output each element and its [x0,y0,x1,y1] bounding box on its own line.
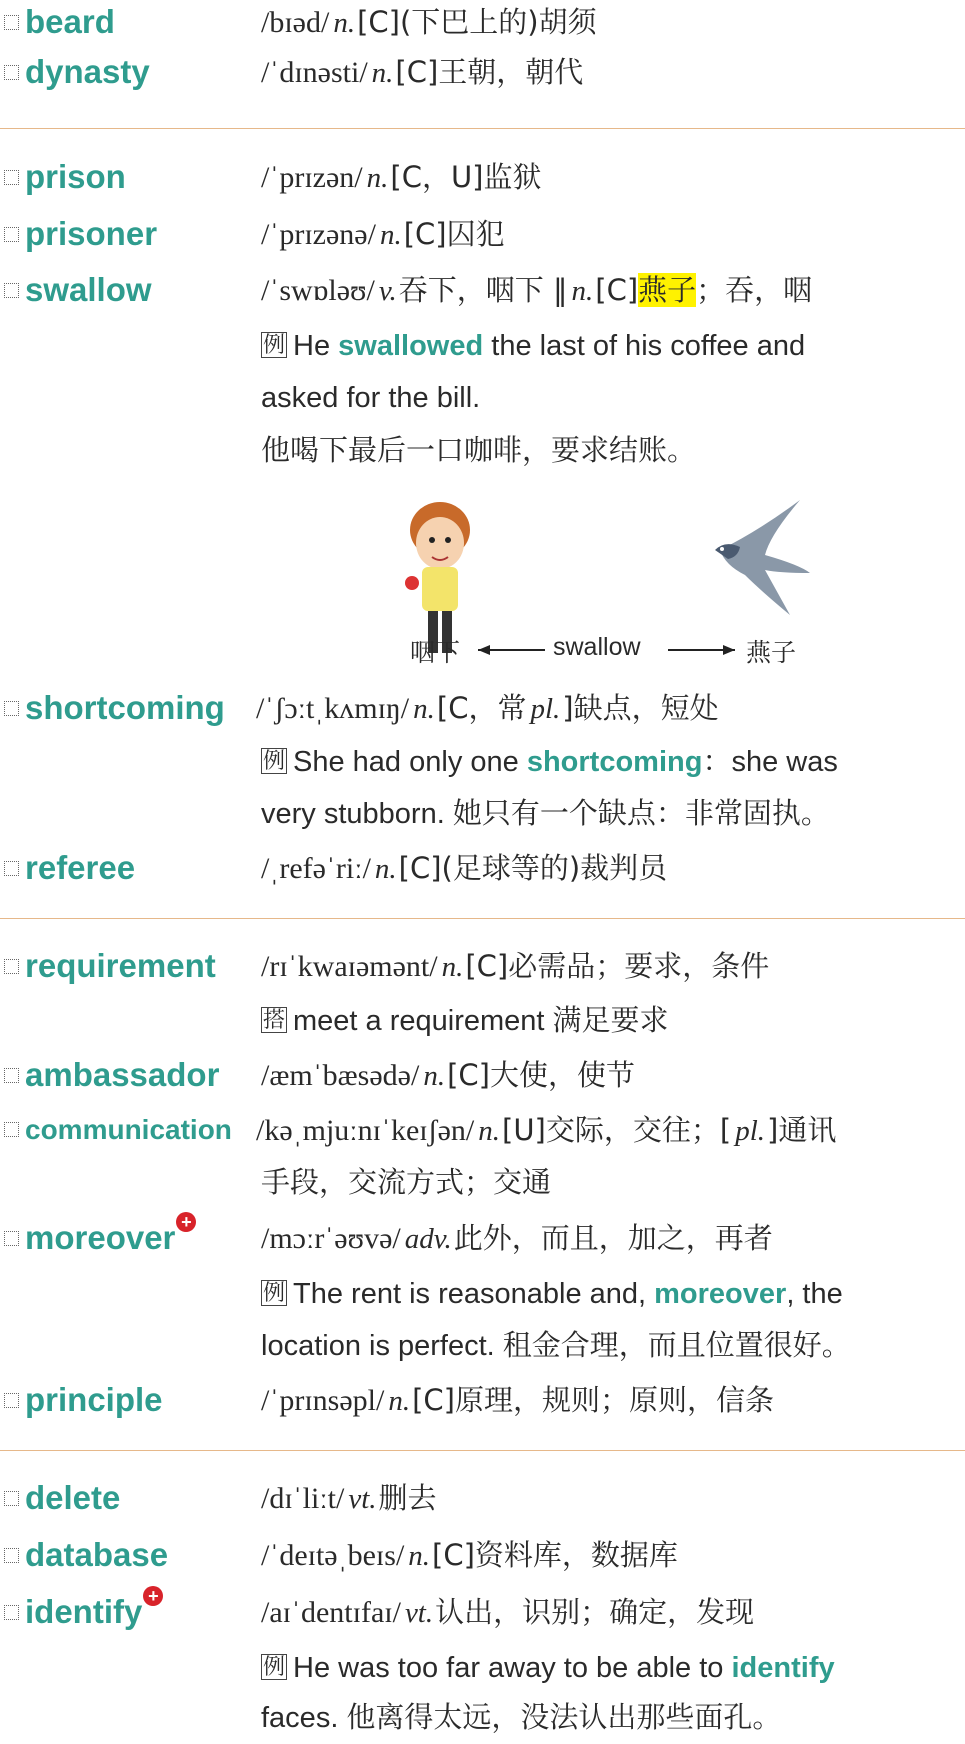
headword: moreover + [4,1216,196,1260]
example-line: 例 He was too far away to be able to identify [263,1652,835,1684]
definition: /æmˈbæsədə/ n.[C]大使，使节 [261,1058,635,1092]
headword: database [4,1533,168,1577]
collocation-line: 搭 meet a requirement 满足要求 [263,1005,669,1037]
section-divider [0,918,965,919]
illustration-center-label: swallow [553,633,641,661]
definition: /ˈdeɪtəˌbeɪs/ n.[C]资料库，数据库 [261,1538,678,1572]
collocation-tag: 搭 [263,1007,286,1032]
headword: referee [4,846,135,890]
illustration-right-label: 燕子 [746,638,797,667]
definition: /bɪəd/ n.[C](下巴上的)胡须 [261,5,597,39]
checkbox-icon[interactable] [4,1068,19,1083]
example-line: faces. 他离得太远，没法认出那些面孔。 [261,1702,782,1734]
headword: shortcoming [4,686,225,730]
checkbox-icon[interactable] [4,959,19,974]
definition: /rɪˈkwaɪəmənt/ n.[C]必需品；要求，条件 [261,949,770,983]
checkbox-icon[interactable] [4,227,19,242]
swallow-bird-icon [715,500,810,615]
headword: beard [4,0,115,44]
checkbox-icon[interactable] [4,1122,19,1137]
headword: delete [4,1476,120,1520]
headword: ambassador [4,1053,219,1097]
example-line: location is perfect. 租金合理，而且位置很好。 [261,1330,851,1362]
definition: /dɪˈliːt/ vt.删去 [261,1481,437,1515]
checkbox-icon[interactable] [4,283,19,298]
example-line: 例 She had only one shortcoming：she was [263,746,838,778]
checkbox-icon[interactable] [4,1605,19,1620]
definition: /ˈdɪnəsti/ n.[C]王朝，朝代 [261,55,584,89]
section-divider [0,128,965,129]
headword: identify + [4,1590,163,1634]
plus-badge-icon: + [176,1212,196,1232]
headword: communication [4,1108,232,1152]
example-line: asked for the bill. [261,382,481,414]
illustration-left-label: 咽下 [410,638,461,667]
checkbox-icon[interactable] [4,65,19,80]
checkbox-icon[interactable] [4,861,19,876]
plus-badge-icon: + [143,1586,163,1606]
checkbox-icon[interactable] [4,1548,19,1563]
definition: /kəˌmjuːnɪˈkeɪʃən/ n.[U]交际，交往；[ pl.]通讯 [256,1113,837,1147]
checkbox-icon[interactable] [4,15,19,30]
headword: swallow [4,268,152,312]
definition: /ˈʃɔːtˌkʌmɪŋ/ n.[C，常 pl.]缺点，短处 [256,691,719,725]
example-tag: 例 [263,1654,286,1679]
headword: prison [4,155,126,199]
section-divider [0,1450,965,1451]
headword: prisoner [4,212,157,256]
definition: /mɔːrˈəʊvə/ adv.此外，而且，加之，再者 [261,1221,773,1255]
definition: /ˈprɪnsəpl/ n.[C]原理，规则；原则，信条 [261,1383,774,1417]
example-line: very stubborn. 她只有一个缺点：非常固执。 [261,798,830,830]
highlighted-definition: 燕子 [638,273,697,307]
headword: dynasty [4,50,150,94]
definition-continuation: 手段，交流方式；交通 [261,1165,552,1199]
checkbox-icon[interactable] [4,1491,19,1506]
checkbox-icon[interactable] [4,170,19,185]
example-tag: 例 [263,748,286,773]
checkbox-icon[interactable] [4,1393,19,1408]
example-tag: 例 [263,1280,286,1305]
example-tag: 例 [263,332,286,357]
headword: principle [4,1378,163,1422]
definition: /aɪˈdentɪfaɪ/ vt.认出，识别；确定，发现 [261,1595,755,1629]
checkbox-icon[interactable] [4,701,19,716]
illustration-graphic [0,495,965,685]
example-line: 例 He swallowed the last of his coffee and [263,330,806,362]
swallow-illustration [0,495,965,685]
definition: /ˈswɒləʊ/ v.吞下，咽下 ‖ n.[C]燕子；吞，咽 [261,273,813,307]
definition: /ˈprɪzən/ n.[C，U]监狱 [261,160,542,194]
checkbox-icon[interactable] [4,1231,19,1246]
example-line: 例 The rent is reasonable and, moreover, the [263,1278,843,1310]
definition: /ˌrefəˈriː/ n.[C](足球等的)裁判员 [261,851,668,885]
headword: requirement [4,944,216,988]
boy-swallowing-icon [405,502,470,653]
example-translation: 他喝下最后一口咖啡，要求结账。 [261,433,697,467]
definition: /ˈprɪzənə/ n.[C]囚犯 [261,217,505,251]
